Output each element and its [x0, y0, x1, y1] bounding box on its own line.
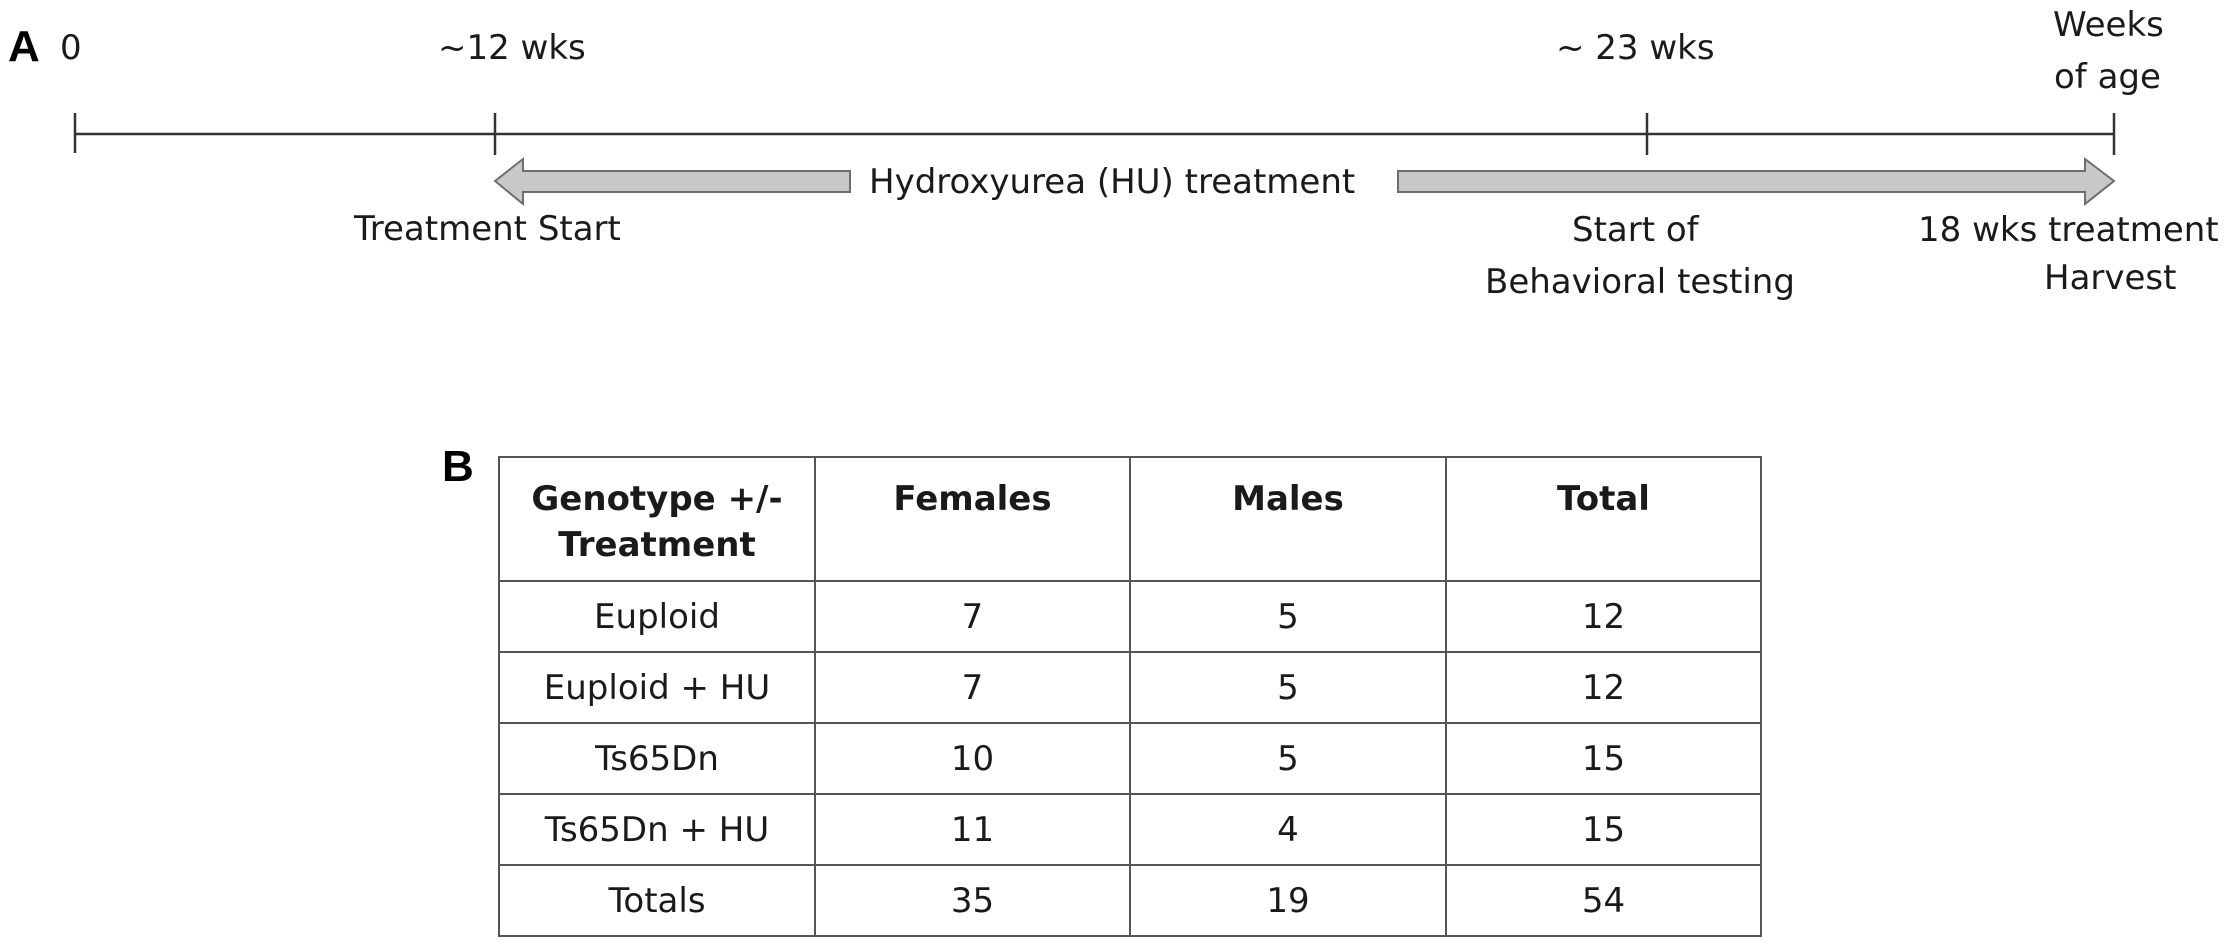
event-behavioral-testing-line1: Start of — [1572, 210, 1699, 250]
group-size-table — [498, 456, 1762, 937]
cell-total: 54 — [1446, 865, 1761, 936]
header-genotype-line2: Treatment — [558, 525, 756, 565]
event-behavioral-testing-line2: Behavioral testing — [1485, 262, 1795, 302]
cell-group: Ts65Dn — [499, 723, 815, 794]
table-row-totals — [499, 865, 1761, 936]
table-row — [499, 723, 1761, 794]
event-harvest-line1: 18 wks treatment — [1918, 210, 2219, 250]
cell-females: 10 — [815, 723, 1130, 794]
cell-males: 4 — [1130, 794, 1446, 865]
cell-males: 5 — [1130, 581, 1446, 652]
header-genotype-treatment — [499, 457, 815, 581]
tick-label-12wks: ~12 wks — [438, 28, 586, 68]
treatment-arrow-right — [1398, 159, 2114, 204]
cell-group: Ts65Dn + HU — [499, 794, 815, 865]
cell-males: 5 — [1130, 652, 1446, 723]
table-row — [499, 794, 1761, 865]
cell-males: 19 — [1130, 865, 1446, 936]
cell-total: 15 — [1446, 723, 1761, 794]
panel-b-label: B — [442, 442, 474, 491]
cell-group: Euploid — [499, 581, 815, 652]
cell-females: 7 — [815, 581, 1130, 652]
table-row — [499, 652, 1761, 723]
event-treatment-start: Treatment Start — [354, 209, 621, 249]
tick-label-23wks: ~ 23 wks — [1556, 28, 1715, 68]
treatment-arrow-left — [495, 159, 850, 204]
cell-total: 15 — [1446, 794, 1761, 865]
group-size-table-wrapper — [498, 456, 1762, 937]
event-harvest-line2: Harvest — [2044, 258, 2177, 298]
table-row — [499, 581, 1761, 652]
header-females: Females — [815, 457, 1130, 581]
cell-females: 11 — [815, 794, 1130, 865]
treatment-label: Hydroxyurea (HU) treatment — [869, 162, 1356, 202]
table-header-row — [499, 457, 1761, 581]
cell-males: 5 — [1130, 723, 1446, 794]
panel-a-label: A — [8, 22, 40, 71]
header-total: Total — [1446, 457, 1761, 581]
header-males: Males — [1130, 457, 1446, 581]
cell-group: Totals — [499, 865, 815, 936]
timeline-diagram — [0, 0, 2237, 330]
axis-unit-label: Weeks — [2053, 5, 2164, 45]
tick-label-0: 0 — [60, 28, 82, 68]
header-genotype-line1: Genotype +/- — [531, 479, 783, 519]
axis-unit-label-2: of age — [2054, 57, 2161, 97]
cell-females: 35 — [815, 865, 1130, 936]
cell-females: 7 — [815, 652, 1130, 723]
cell-group: Euploid + HU — [499, 652, 815, 723]
cell-total: 12 — [1446, 652, 1761, 723]
cell-total: 12 — [1446, 581, 1761, 652]
